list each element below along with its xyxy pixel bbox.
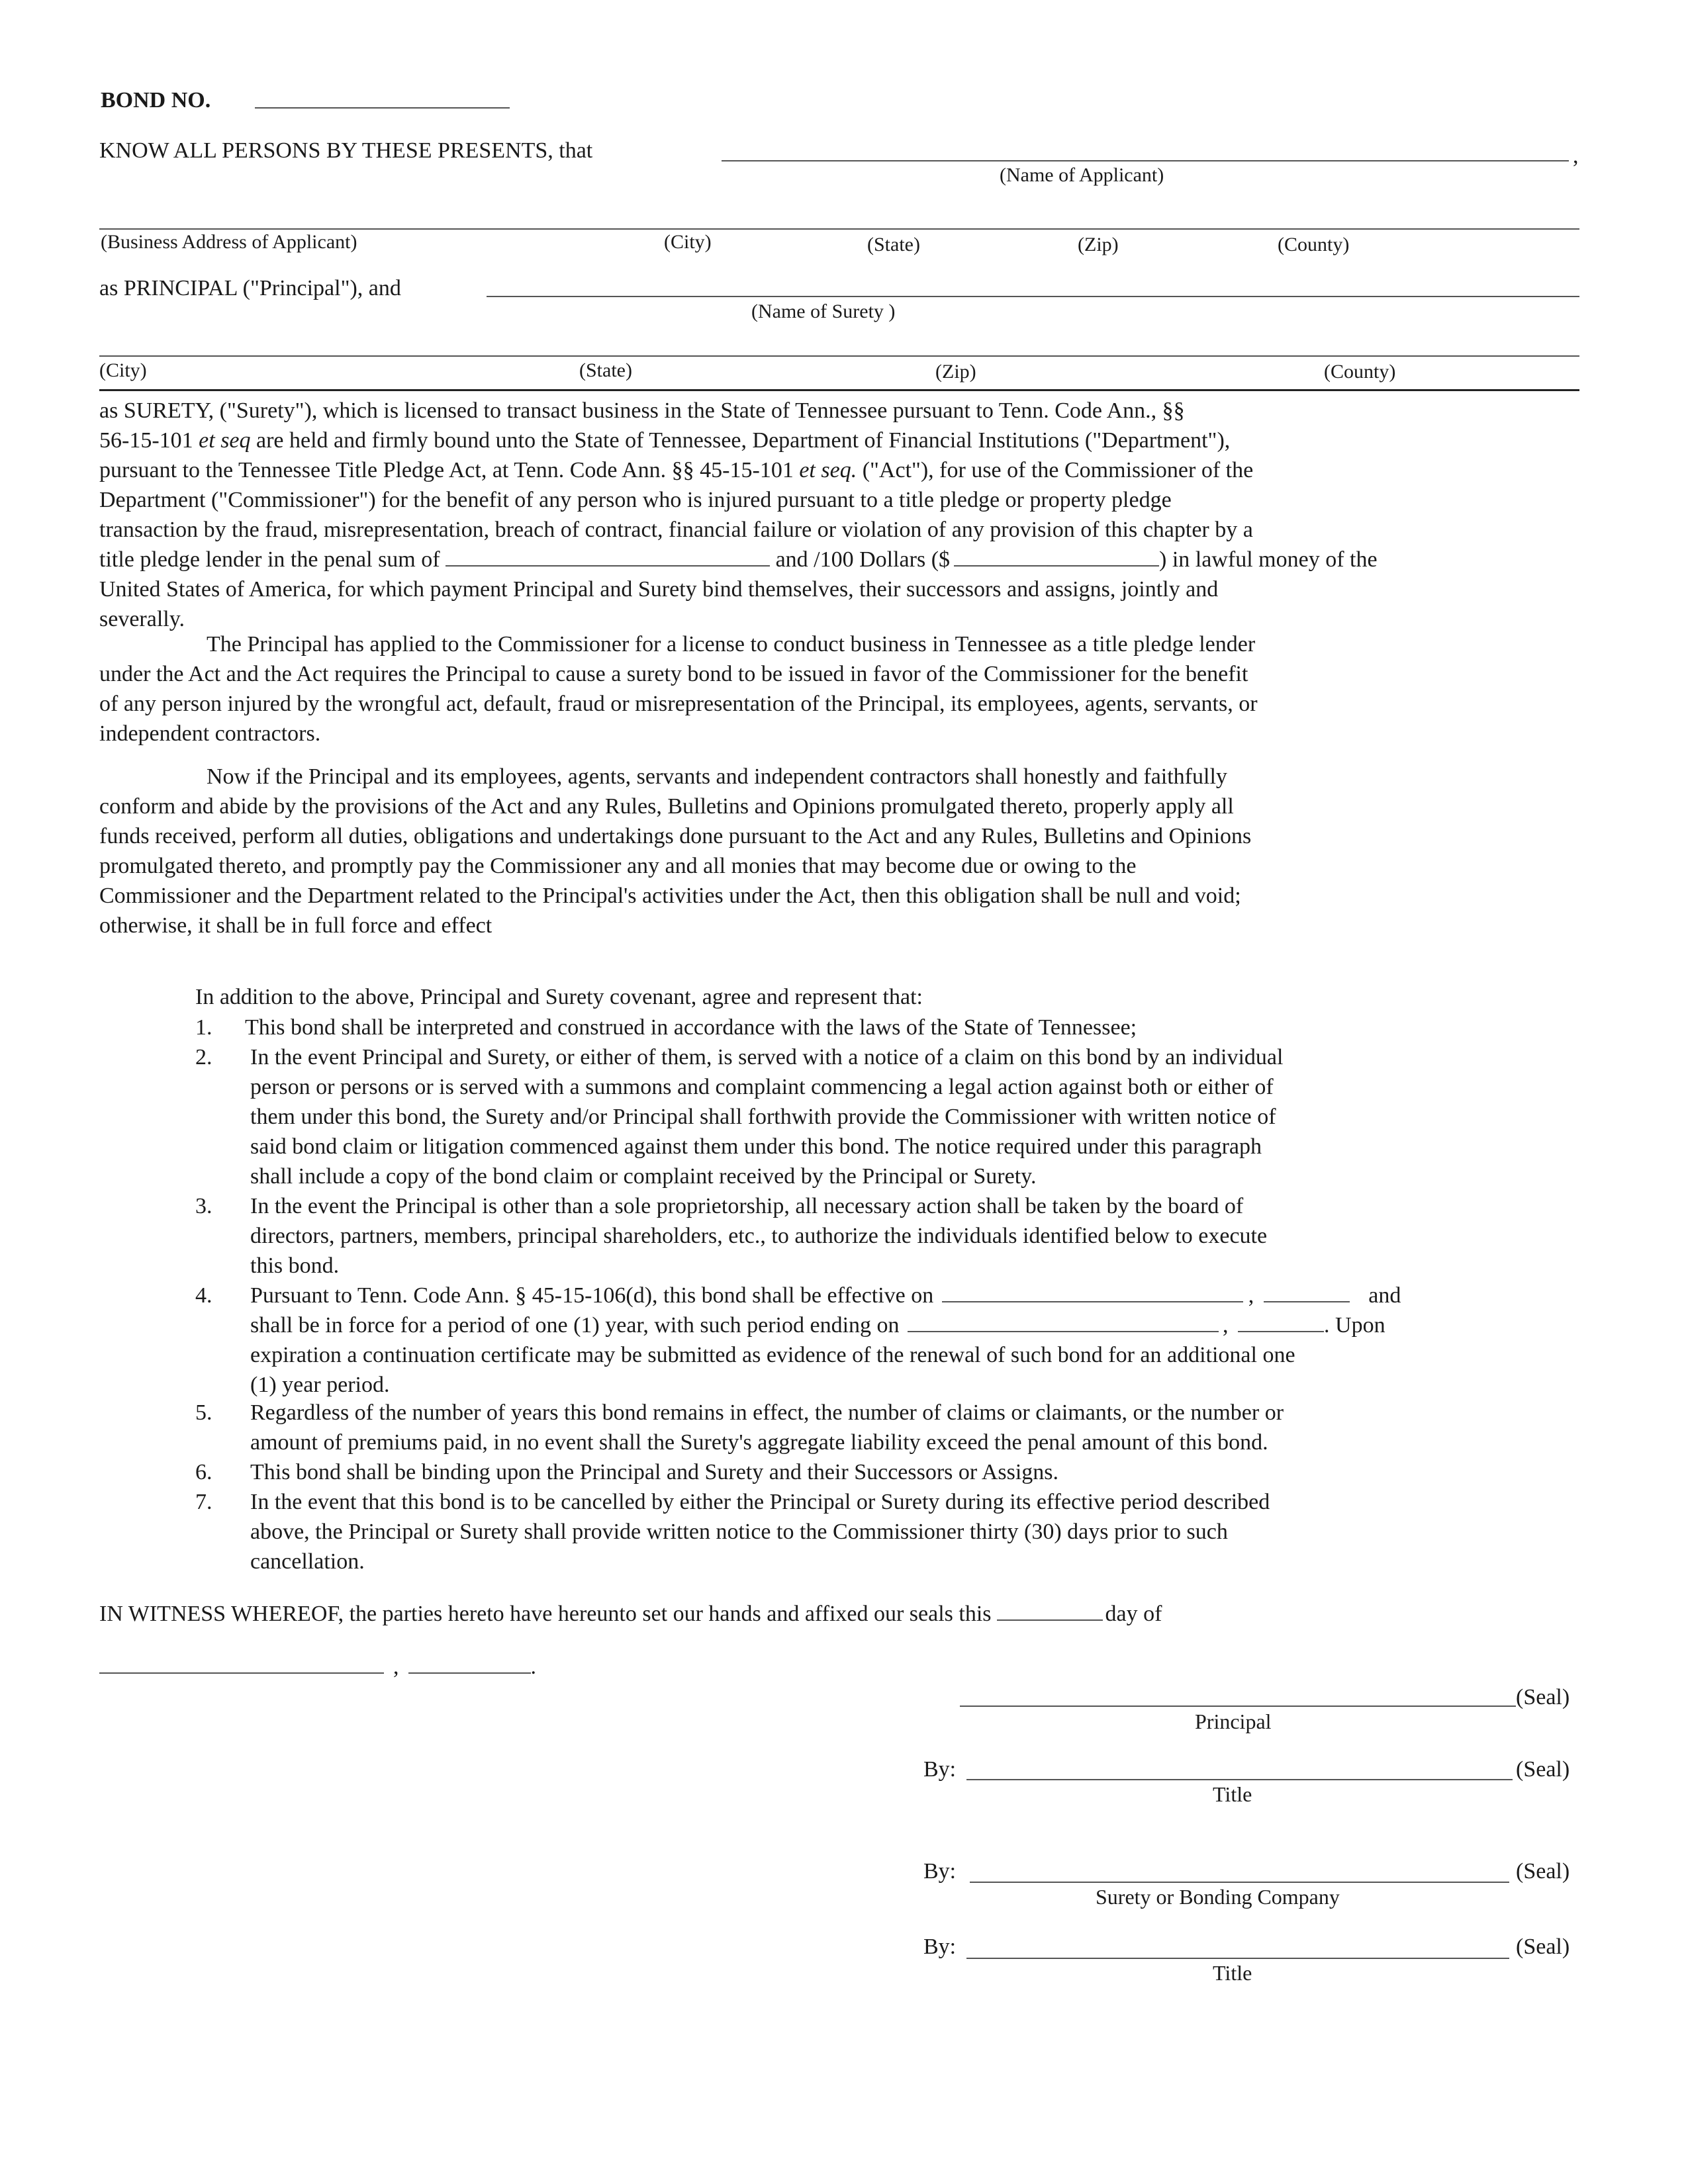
seal-label: (Seal) <box>1516 1859 1570 1884</box>
covenant-line: them under this bond, the Surety and/or Principal shall forthwith provide the Commissioner with written notice of <box>250 1105 1276 1129</box>
now-para-line: Commissioner and the Department related to the Principal's activities under the Act, then this obligation shall be null and void; <box>99 884 1241 908</box>
covenant-line: This bond shall be binding upon the Principal and Surety and their Successors or Assigns. <box>250 1460 1059 1484</box>
covenant-number: 1. <box>195 1015 212 1040</box>
covenant-line: shall include a copy of the bond claim or complaint received by the Principal or Surety. <box>250 1164 1037 1189</box>
covenant-line: above, the Principal or Surety shall provide written notice to the Commissioner thirty (30) days prior to such <box>250 1520 1228 1544</box>
covenant-number: 5. <box>195 1400 212 1425</box>
business-address-label: (Business Address of Applicant) <box>101 231 357 253</box>
covenant-item-5 <box>250 1398 1569 1457</box>
bond-no-field[interactable] <box>255 107 510 109</box>
covenant-line: expiration a continuation certificate may be submitted as evidence of the renewal of such bond for an additional one <box>250 1343 1295 1367</box>
covenant-item-1 <box>245 1013 1569 1042</box>
ending-date-field[interactable] <box>908 1311 1219 1332</box>
surety-zip-label: (Zip) <box>935 361 976 383</box>
penal-sum-amount-field[interactable] <box>954 545 1159 567</box>
surety-para-line: as SURETY, ("Surety"), which is licensed to transact business in the State of Tennessee pursuant to Tenn. Code Ann., §§ <box>99 398 1185 423</box>
covenant-line: In the event the Principal is other than a sole proprietorship, all necessary action shall be taken by the board of <box>250 1194 1244 1218</box>
covenant-number: 3. <box>195 1194 212 1218</box>
covenant-line: this bond. <box>250 1253 340 1278</box>
surety-state-label: (State) <box>579 359 632 381</box>
principal-para-line: independent contractors. <box>99 721 321 746</box>
know-all-text: KNOW ALL PERSONS BY THESE PRESENTS, that <box>99 138 593 163</box>
seal-label: (Seal) <box>1516 1757 1570 1782</box>
principal-para-line: under the Act and the Act requires the Principal to cause a surety bond to be issued in favor of the Commissioner for the benefit <box>99 662 1248 686</box>
covenant-item-2 <box>250 1042 1569 1191</box>
principal-para-line: The Principal has applied to the Commissioner for a license to conduct business in Tennessee as a title pledge lender <box>207 632 1256 657</box>
bond-no-label: BOND NO. <box>101 88 211 113</box>
effective-date-field[interactable] <box>942 1281 1243 1302</box>
covenant-number: 7. <box>195 1490 212 1514</box>
surety-para-line: transaction by the fraud, misrepresentation, breach of contract, financial failure or violation of any provision of this chapter by a <box>99 518 1253 542</box>
covenant-item-6 <box>250 1457 1569 1487</box>
by-label: By: <box>923 1757 957 1782</box>
witness-year-field[interactable] <box>408 1653 531 1674</box>
principal-signature-field[interactable] <box>960 1706 1516 1707</box>
address-city-label: (City) <box>664 231 712 253</box>
penal-sum-line: title pledge lender in the penal sum of and /100 Dollars ($ ) in lawful money of the <box>99 545 1579 574</box>
covenant-number: 2. <box>195 1045 212 1069</box>
surety-county-label: (County) <box>1324 361 1396 383</box>
covenant-line: cancellation. <box>250 1549 365 1574</box>
effective-year-field[interactable] <box>1264 1281 1350 1302</box>
covenant-item-3 <box>250 1191 1569 1281</box>
name-of-surety-label: (Name of Surety ) <box>751 300 896 322</box>
covenant-line: person or persons or is served with a summons and complaint commencing a legal action against both or either of <box>250 1075 1274 1099</box>
now-para-line: promulgated thereto, and promptly pay the Commissioner any and all monies that may become due or owing to the <box>99 854 1137 878</box>
ending-date-line: shall be in force for a period of one (1) year, with such period ending on , . Upon <box>250 1310 1569 1340</box>
covenant-number: 4. <box>195 1283 212 1308</box>
header-divider <box>99 389 1579 391</box>
principal-para-line: of any person injured by the wrongful act, default, fraud or misrepresentation of the Principal, its employees, agents, servants, or <box>99 692 1258 716</box>
effective-date-line: Pursuant to Tenn. Code Ann. § 45-15-106(d), this bond shall be effective on , and <box>250 1281 1569 1310</box>
surety-para-line: pursuant to the Tennessee Title Pledge Act, at Tenn. Code Ann. §§ 45-15-101 et seq. ("Act"), for use of the Commissioner of the <box>99 458 1254 482</box>
principal-paragraph <box>99 629 1579 749</box>
surety-para-line: United States of America, for which payment Principal and Surety bind themselves, their successors and assigns, jointly and <box>99 577 1219 602</box>
business-address-field[interactable] <box>99 228 1579 230</box>
title-label: Title <box>1213 1961 1252 1985</box>
applicant-name-field[interactable] <box>722 160 1569 161</box>
address-state-label: (State) <box>867 234 920 255</box>
covenant-item-4 <box>250 1281 1569 1400</box>
surety-para-line: Department ("Commissioner") for the benefit of any person who is injured pursuant to a title pledge or property pledge <box>99 488 1172 512</box>
now-paragraph <box>99 762 1579 940</box>
seal-label: (Seal) <box>1516 1685 1570 1709</box>
name-of-applicant-label: (Name of Applicant) <box>1000 164 1164 186</box>
witness-month-field[interactable] <box>99 1653 384 1674</box>
covenant-number: 6. <box>195 1460 212 1484</box>
address-county-label: (County) <box>1278 234 1350 255</box>
seal-label: (Seal) <box>1516 1934 1570 1959</box>
now-para-line: otherwise, it shall be in full force and effect <box>99 913 492 938</box>
surety-name-field[interactable] <box>487 296 1579 297</box>
covenant-line: This bond shall be interpreted and construed in accordance with the laws of the State of Tennessee; <box>245 1015 1137 1040</box>
surety-para-line: severally. <box>99 607 185 631</box>
now-para-line: conform and abide by the provisions of the Act and any Rules, Bulletins and Opinions promulgated thereto, properly apply all <box>99 794 1234 819</box>
now-para-line: funds received, perform all duties, obligations and undertakings done pursuant to the Act and any Rules, Bulletins and Opinions <box>99 824 1252 848</box>
surety-para-line: 56-15-101 et seq are held and firmly bound unto the State of Tennessee, Department of Financial Institutions ("Department"), <box>99 428 1231 453</box>
by-label: By: <box>923 1934 957 1959</box>
by-label: By: <box>923 1859 957 1884</box>
witness-day-field[interactable] <box>997 1600 1103 1621</box>
surety-address-field[interactable] <box>99 355 1579 357</box>
surety-paragraph <box>99 396 1579 634</box>
as-principal-text: as PRINCIPAL ("Principal"), and <box>99 276 401 300</box>
covenants-intro: In addition to the above, Principal and Surety covenant, agree and represent that: <box>195 985 923 1009</box>
witness-text: IN WITNESS WHEREOF, the parties hereto have hereunto set our hands and affixed our seals this day of <box>99 1600 1162 1629</box>
covenant-item-7 <box>250 1487 1569 1576</box>
surety-bonding-company-label: Surety or Bonding Company <box>1096 1885 1340 1909</box>
title-label: Title <box>1213 1782 1252 1806</box>
penal-sum-words-field[interactable] <box>445 545 770 567</box>
covenant-line: Regardless of the number of years this bond remains in effect, the number of claims or claimants, or the number or <box>250 1400 1284 1425</box>
covenant-line: said bond claim or litigation commenced against them under this bond. The notice required under this paragraph <box>250 1134 1262 1159</box>
surety-city-label: (City) <box>99 359 147 381</box>
covenant-line: In the event that this bond is to be cancelled by either the Principal or Surety during its effective period described <box>250 1490 1270 1514</box>
applicant-comma: , <box>1573 144 1579 168</box>
covenant-line: (1) year period. <box>250 1373 390 1397</box>
ending-year-field[interactable] <box>1238 1311 1324 1332</box>
covenant-line: In the event Principal and Surety, or either of them, is served with a notice of a claim on this bond by an individual <box>250 1045 1284 1069</box>
principal-label: Principal <box>1195 1709 1272 1733</box>
covenant-line: directors, partners, members, principal shareholders, etc., to authorize the individuals identified below to execute <box>250 1224 1268 1248</box>
covenant-line: amount of premiums paid, in no event shall the Surety's aggregate liability exceed the penal amount of this bond. <box>250 1430 1268 1455</box>
now-para-line: Now if the Principal and its employees, agents, servants and independent contractors shall honestly and faithfully <box>207 764 1227 789</box>
address-zip-label: (Zip) <box>1078 234 1119 255</box>
witness-month-year: , . <box>99 1653 536 1682</box>
